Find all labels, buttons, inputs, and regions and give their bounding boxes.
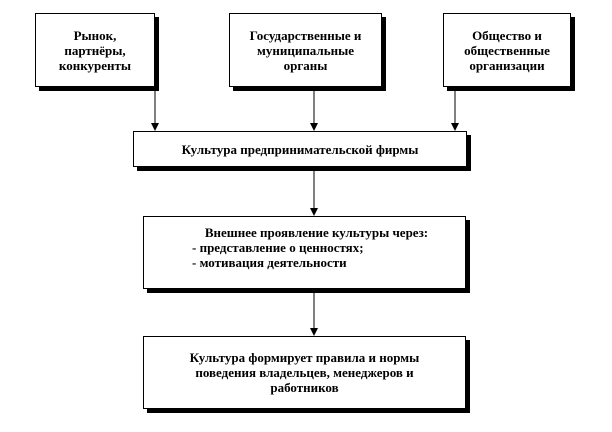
rules-line-3: работников <box>270 380 339 395</box>
entrepreneurial-culture-box <box>133 131 467 167</box>
rules-line-1: Культура формирует правила и нормы <box>189 350 420 365</box>
society-organizations-box <box>443 13 571 87</box>
society-line-1: Общество и <box>472 27 542 43</box>
manifestation-heading: Внешнее проявление культуры через: <box>204 225 429 240</box>
culture-rules-norms-box <box>143 336 466 409</box>
government-bodies-box <box>229 13 382 87</box>
manifestation-item-motivation: - мотивация деятельности <box>192 255 347 270</box>
government-line-3: органы <box>283 57 328 73</box>
society-line-2: общественные <box>464 42 550 58</box>
external-manifestation-box <box>143 216 466 289</box>
culture-label: Культура предпринимательской фирмы <box>181 141 419 157</box>
society-line-3: организации <box>469 57 545 73</box>
government-line-2: муниципальные <box>257 42 354 58</box>
market-line-3: конкуренты <box>58 57 132 73</box>
rules-line-2: поведения владельцев, менеджеров и <box>195 365 414 380</box>
market-line-1: Рынок, <box>73 27 117 43</box>
market-partners-competitors-box <box>35 13 155 87</box>
manifestation-item-values: - представление о ценностях; <box>192 240 364 255</box>
government-line-1: Государственные и <box>249 27 362 43</box>
market-line-2: партнёры, <box>64 42 126 58</box>
